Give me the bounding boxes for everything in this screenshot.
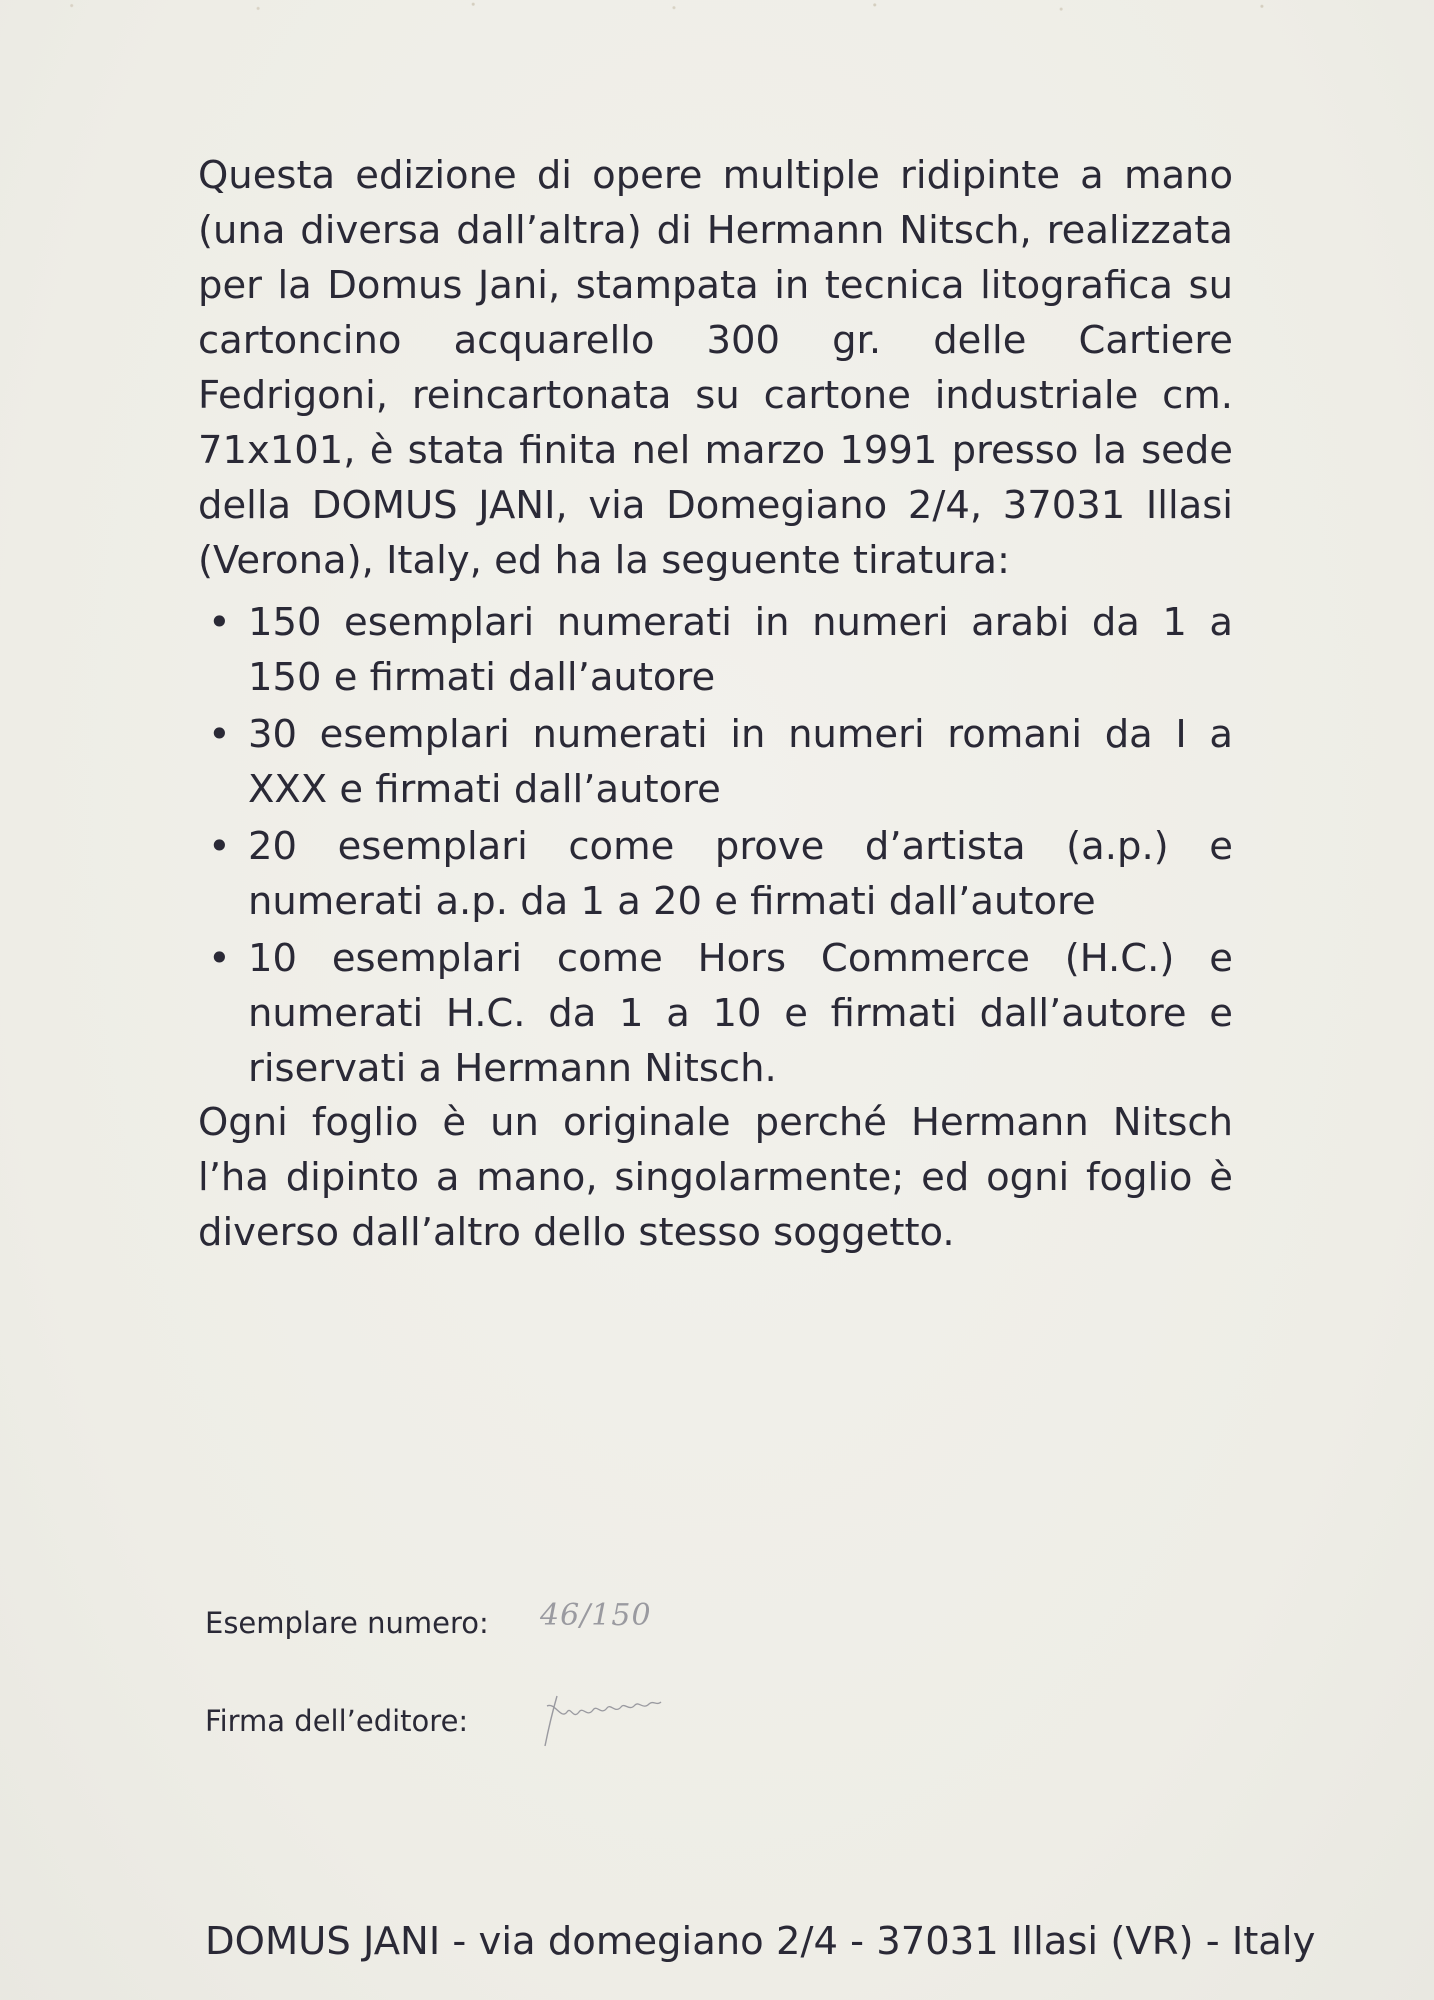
list-item [198,595,1233,705]
list-item-text: 30 esemplari numerati in numeri romani da I a XXX e firmati dall’autore [248,712,1233,812]
list-item [198,931,1233,1096]
list-item [198,819,1233,929]
list-item [198,707,1233,817]
print-run-list [198,595,1233,1098]
bullet-icon: • [208,712,231,757]
bullet-icon: • [208,936,231,981]
signature-icon [535,1690,685,1750]
copy-number-label: Esemplare numero: [205,1606,489,1640]
list-item-text: 150 esemplari numerati in numeri arabi da 1 a 150 e firmati dall’autore [248,600,1233,700]
intro-paragraph: Questa edizione di opere multiple ridipinte a mano (una diversa dall’altra) di Hermann Nitsch, realizzata per la Domus Jani, stampata in tecnica litografica su cartoncino acquarello 300 gr. delle Cartiere Fedrigoni, reincartonata su cartone industriale cm. 71x101, è stata finita nel marzo 1991 presso la sede della DOMUS JANI, via Domegiano 2/4, 37031 Illasi (Verona), Italy, ed ha la seguente tiratura: [198,153,1233,583]
footer-address: DOMUS JANI - via domegiano 2/4 - 37031 Illasi (VR) - Italy [205,1919,1316,1964]
copy-number-value: 46/150 [540,1598,652,1633]
paper-speckle-edge [0,0,1434,14]
bullet-icon: • [208,824,231,869]
list-item-text: 10 esemplari come Hors Commerce (H.C.) e numerati H.C. da 1 a 10 e firmati dall’autore e riservati a Hermann Nitsch. [248,936,1233,1091]
list-item-text: 20 esemplari come prove d’artista (a.p.) e numerati a.p. da 1 a 20 e firmati dall’autore [248,824,1233,924]
bullet-icon: • [208,600,231,645]
publisher-signature-label: Firma dell’editore: [205,1704,469,1738]
closing-paragraph: Ogni foglio è un originale perché Hermann Nitsch l’ha dipinto a mano, singolarmente; ed ogni foglio è diverso dall’altro dello stesso soggetto. [198,1100,1233,1255]
